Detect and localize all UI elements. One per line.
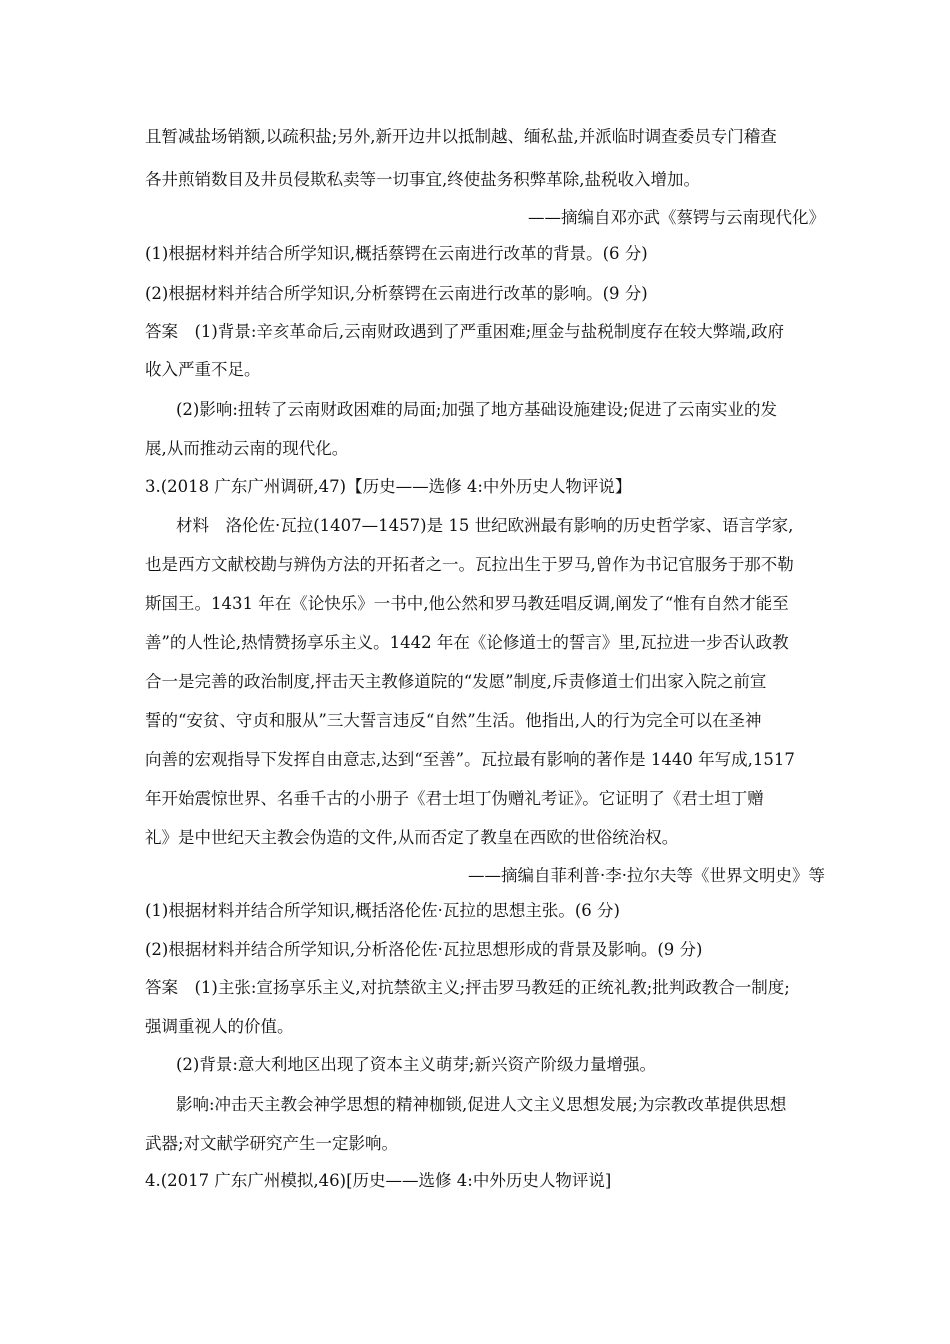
question-item: (2)根据材料并结合所学知识,分析洛伦佐·瓦拉思想形成的背景及影响。(9 分): [145, 940, 703, 959]
question-header: 3.(2018 广东广州调研,47)【历史——选修 4:中外历史人物评说】: [145, 477, 632, 496]
answer-text-line: 影响:冲击天主教会神学思想的精神枷锁,促进人文主义思想发展;为宗教改革提供思想: [176, 1095, 787, 1114]
material-text-line: 合一是完善的政治制度,抨击天主教修道院的“发愿”制度,斥责修道士们出家入院之前宣: [145, 672, 767, 691]
material-text-line: 斯国王。1431 年在《论快乐》一书中,他公然和罗马教廷唱反调,阐发了“惟有自然才能至: [145, 594, 789, 613]
question-item: (2)根据材料并结合所学知识,分析蔡锷在云南进行改革的影响。(9 分): [145, 284, 648, 303]
body-text-line: 且暂减盐场销额,以疏积盐;另外,新开边井以抵制越、缅私盐,并派临时调查委员专门稽查: [145, 127, 777, 146]
body-text-line: 各井煎销数目及井员侵欺私卖等一切事宜,终使盐务积弊革除,盐税收入增加。: [145, 170, 700, 189]
question-header: 4.(2017 广东广州模拟,46)[历史——选修 4:中外历史人物评说]: [145, 1171, 612, 1190]
question-item: (1)根据材料并结合所学知识,概括蔡锷在云南进行改革的背景。(6 分): [145, 244, 648, 263]
answer-text-line: 强调重视人的价值。: [145, 1017, 294, 1036]
answer-text-line: (2)背景:意大利地区出现了资本主义萌芽;新兴资产阶级力量增强。: [176, 1055, 656, 1074]
material-text-line: 礼》是中世纪天主教会伪造的文件,从而否定了教皇在西欧的世俗统治权。: [145, 828, 679, 847]
material-text-line: 向善的宏观指导下发挥自由意志,达到“至善”。瓦拉最有影响的著作是 1440 年写成,1517: [145, 750, 795, 769]
answer-text-line: 展,从而推动云南的现代化。: [145, 439, 349, 458]
material-text-line: 年开始震惊世界、名垂千古的小册子《君士坦丁伪赠礼考证》。它证明了《君士坦丁赠: [145, 789, 764, 808]
answer-text-line: 武器;对文献学研究产生一定影响。: [145, 1134, 399, 1153]
question-item: (1)根据材料并结合所学知识,概括洛伦佐·瓦拉的思想主张。(6 分): [145, 901, 620, 920]
answer-text-line: 答案 (1)背景:辛亥革命后,云南财政遇到了严重困难;厘金与盐税制度存在较大弊端,政府: [145, 322, 784, 341]
answer-text-line: (2)影响:扭转了云南财政困难的局面;加强了地方基础设施建设;促进了云南实业的发: [176, 400, 778, 419]
material-text-line: 誓的“安贫、守贞和服从”三大誓言违反“自然”生活。他指出,人的行为完全可以在圣神: [145, 711, 762, 730]
source-citation: ——摘编自菲利普·李·拉尔夫等《世界文明史》等: [468, 866, 825, 885]
source-citation: ——摘编自邓亦武《蔡锷与云南现代化》: [528, 208, 825, 227]
material-text-line: 也是西方文献校勘与辨伪方法的开拓者之一。瓦拉出生于罗马,曾作为书记官服务于那不勒: [145, 555, 794, 574]
answer-text-line: 答案 (1)主张:宣扬享乐主义,对抗禁欲主义;抨击罗马教廷的正统礼教;批判政教合一制度;: [145, 978, 790, 997]
material-text-line: 材料 洛伦佐·瓦拉(1407—1457)是 15 世纪欧洲最有影响的历史哲学家、语言学家,: [176, 516, 794, 535]
answer-text-line: 收入严重不足。: [145, 360, 261, 379]
material-text-line: 善”的人性论,热情赞扬享乐主义。1442 年在《论修道士的誓言》里,瓦拉进一步否认政教: [145, 633, 789, 652]
